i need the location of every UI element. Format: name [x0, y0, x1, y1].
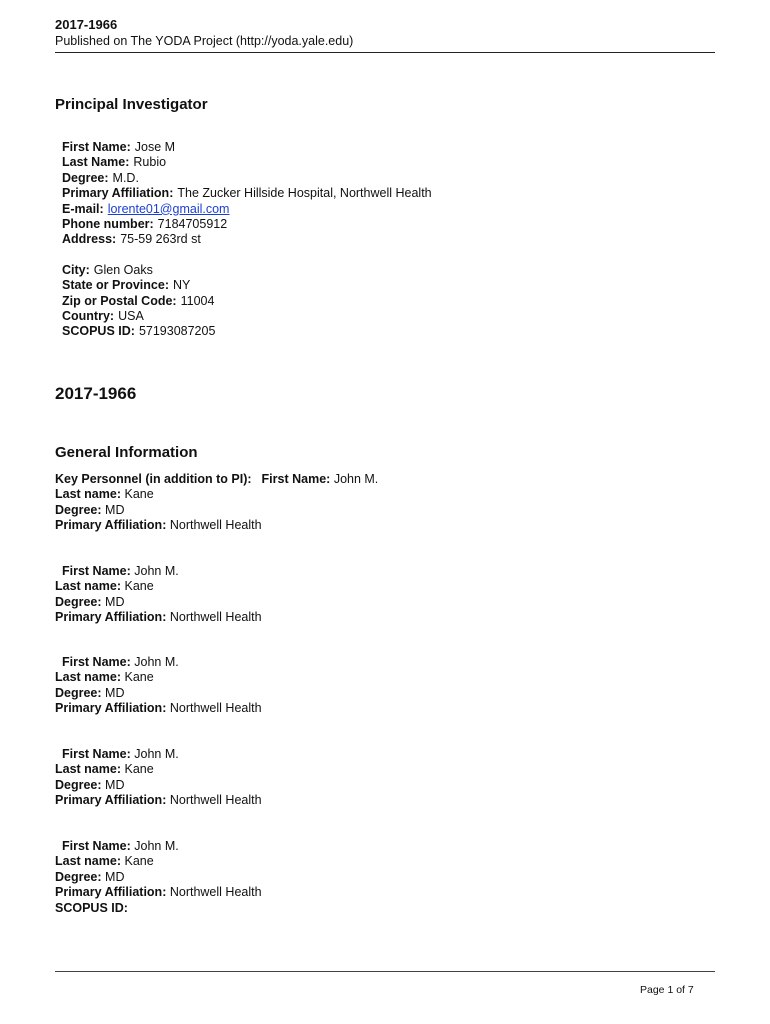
label: Last name: — [55, 670, 121, 685]
pi-heading: Principal Investigator — [55, 96, 208, 113]
personnel-first-name: John M. — [333, 472, 379, 486]
pi-phone-row — [55, 217, 432, 232]
label: First Name: — [62, 564, 131, 578]
label: Degree: — [55, 502, 102, 517]
general-heading: General Information — [55, 444, 198, 461]
label: E-mail: — [62, 201, 104, 216]
personnel-affiliation: Northwell Health — [169, 701, 262, 716]
personnel-entry — [55, 839, 262, 916]
personnel-last-name: Kane — [124, 487, 154, 502]
label: Primary Affiliation: — [55, 701, 167, 716]
pi-degree: M.D. — [112, 170, 139, 185]
label: Degree: — [62, 170, 109, 185]
scopus-label: SCOPUS ID: — [55, 900, 128, 915]
personnel-last-name: Kane — [124, 762, 154, 777]
label: First Name: — [62, 140, 131, 154]
label: Address: — [62, 232, 117, 247]
pi-email-row — [55, 202, 432, 217]
header-rule — [55, 52, 715, 53]
pi-details — [55, 140, 432, 340]
label: City: — [62, 262, 90, 277]
pi-country-row — [55, 309, 432, 324]
label: First Name: — [62, 839, 131, 853]
footer-rule — [55, 971, 715, 972]
personnel-degree: MD — [105, 502, 125, 517]
label: Primary Affiliation: — [55, 610, 167, 625]
personnel-degree: MD — [105, 777, 125, 792]
key-personnel-label: Key Personnel (in addition to PI): — [55, 472, 252, 486]
pi-zip-row — [55, 294, 432, 309]
label: Last name: — [55, 854, 121, 869]
personnel-entry — [55, 655, 262, 717]
page-number: Page 1 of 7 — [640, 984, 694, 996]
label: Last name: — [55, 487, 121, 502]
label: First Name: — [62, 655, 131, 669]
personnel-degree: MD — [105, 869, 125, 884]
label: SCOPUS ID: — [62, 324, 135, 339]
personnel-entry — [55, 747, 262, 809]
pi-state-row — [55, 278, 432, 293]
label: Last name: — [55, 579, 121, 594]
label: Phone number: — [62, 217, 154, 232]
personnel-degree: MD — [105, 685, 125, 700]
pi-scopus-row — [55, 324, 432, 339]
personnel-first-name: John M. — [134, 839, 179, 853]
label: Degree: — [55, 777, 102, 792]
page-header — [55, 17, 715, 49]
personnel-degree: MD — [105, 594, 125, 609]
pi-affiliation-row — [55, 186, 432, 201]
label: Country: — [62, 309, 115, 324]
pi-zip: 11004 — [180, 293, 215, 308]
doc-code: 2017-1966 — [55, 17, 118, 32]
personnel-affiliation: Northwell Health — [169, 518, 262, 533]
pi-first-name: Jose M — [134, 140, 176, 154]
personnel-first-name: John M. — [134, 655, 179, 669]
pi-last-name: Rubio — [133, 155, 167, 170]
label: Primary Affiliation: — [55, 885, 167, 900]
personnel-last-name: Kane — [124, 670, 154, 685]
label: Zip or Postal Code: — [62, 293, 177, 308]
label: Degree: — [55, 594, 102, 609]
pi-degree-row — [55, 171, 432, 186]
personnel-last-name: Kane — [124, 579, 154, 594]
label: First Name: — [261, 472, 331, 486]
pi-phone: 7184705912 — [157, 217, 228, 232]
pi-first-name-row — [55, 140, 432, 155]
pi-state: NY — [172, 278, 191, 293]
label: Primary Affiliation: — [55, 518, 167, 533]
pi-city: Glen Oaks — [93, 262, 153, 277]
pi-scopus: 57193087205 — [138, 324, 216, 339]
personnel-affiliation: Northwell Health — [169, 885, 262, 900]
personnel-first-name: John M. — [134, 747, 179, 761]
pi-last-name-row — [55, 155, 432, 170]
personnel-first-name: John M. — [134, 564, 179, 578]
label: State or Province: — [62, 278, 169, 293]
label: Primary Affiliation: — [55, 793, 167, 808]
personnel-last-name: Kane — [124, 854, 154, 869]
pi-city-row — [55, 263, 432, 278]
project-title: 2017-1966 — [55, 384, 137, 403]
label: Degree: — [55, 869, 102, 884]
label: Degree: — [55, 685, 102, 700]
personnel-entry — [55, 472, 378, 534]
personnel-entry — [55, 564, 262, 626]
pi-address: 75-59 263rd st — [120, 232, 201, 247]
label: First Name: — [62, 747, 131, 761]
pi-email-link[interactable]: lorente01@gmail.com — [107, 201, 230, 216]
label: Primary Affiliation: — [62, 186, 174, 201]
personnel-affiliation: Northwell Health — [169, 610, 262, 625]
pi-affiliation: The Zucker Hillside Hospital, Northwell Health — [177, 186, 432, 201]
published-line: Published on The YODA Project (http://yoda.yale.edu) — [55, 34, 354, 48]
personnel-affiliation: Northwell Health — [169, 793, 262, 808]
pi-country: USA — [118, 309, 144, 324]
label: Last Name: — [62, 155, 130, 170]
label: Last name: — [55, 762, 121, 777]
pi-address-row — [55, 232, 432, 247]
